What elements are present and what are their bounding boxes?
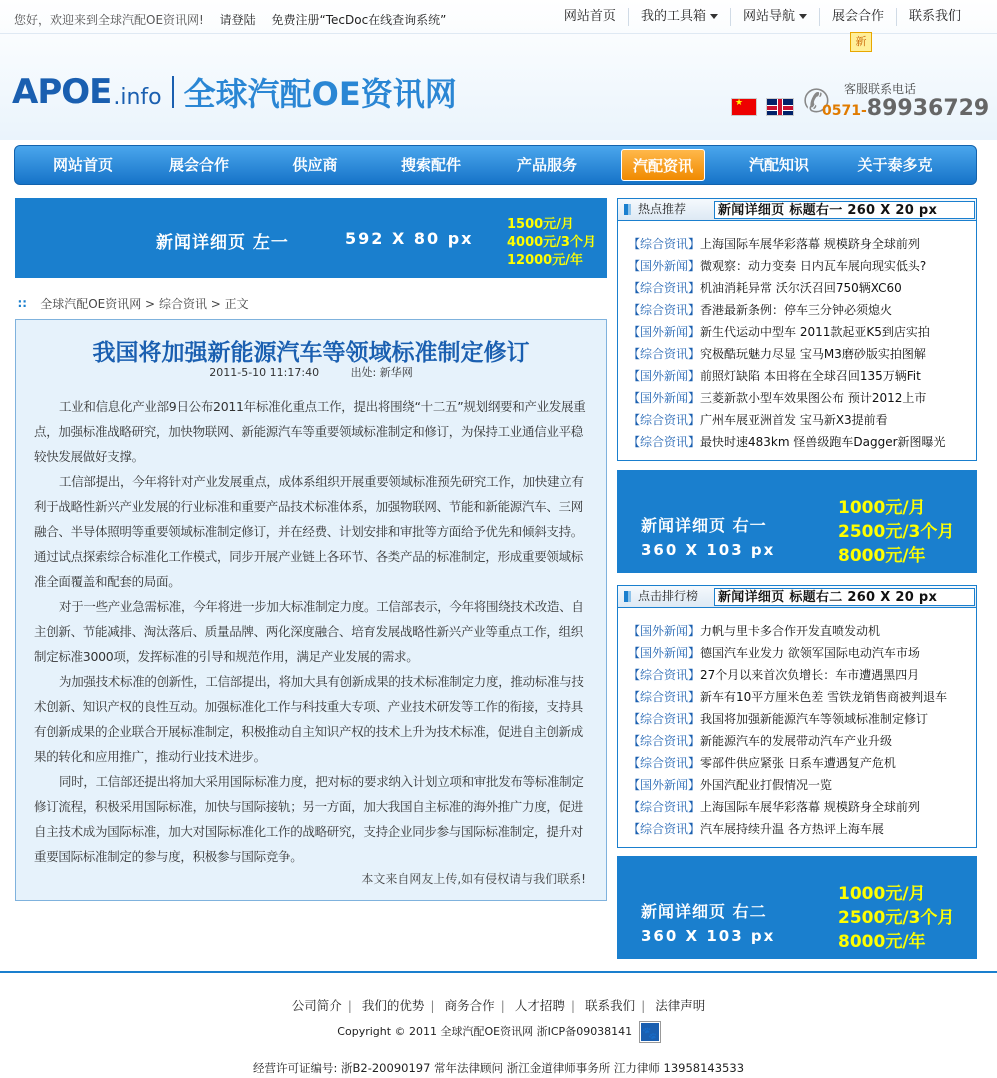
news-headline[interactable]: 广州车展亚洲首发 宝马新X3提前看: [700, 413, 888, 427]
article-paragraph: 同时，工信部还提出将加大采用国际标准力度，把对标的要求纳入计划立项和审批发布等标准制定修订流程，积极采用国际标准，加快与国际接轨；另一方面，加大我国自主标准的海外推广力度，促进自主技术成为国际标准，加大对国际标准化工作的战略研究，支持企业同步参与国际标准制定，提升对重要国际标准制定的参与度，积极参与国际竞争。: [34, 774, 584, 864]
ad-title: 新闻详细页 左一: [156, 233, 289, 253]
news-category: 【综合资讯】: [628, 435, 701, 449]
footer-link-legal[interactable]: 法律声明: [655, 998, 706, 1013]
hot-news-header: [618, 199, 976, 221]
news-list-item[interactable]: [628, 321, 968, 343]
rank-news-list: [628, 620, 968, 840]
news-list-item[interactable]: [628, 233, 968, 255]
news-category: 【综合资讯】: [628, 756, 701, 770]
breadcrumb-home[interactable]: 全球汽配OE资讯网: [40, 297, 142, 311]
news-category: 【国外新闻】: [628, 624, 701, 638]
topnav-sitemap[interactable]: 网站导航: [730, 8, 819, 26]
news-category: 【综合资讯】: [628, 712, 701, 726]
footer-link-about[interactable]: 公司简介: [291, 998, 342, 1013]
ad-size: 592 X 80 px: [345, 229, 474, 248]
logo-chinese-name: 全球汽配OE资讯网: [183, 75, 457, 113]
footer-divider: [0, 971, 997, 973]
footer-links: 公司简介 | 我们的优势 | 商务合作 | 人才招聘 | 联系我们 | 法律声明: [291, 998, 706, 1013]
news-list-item[interactable]: [628, 818, 968, 840]
topnav-contact[interactable]: 联系我们: [896, 8, 973, 26]
news-category: 【综合资讯】: [628, 668, 701, 682]
news-list-item[interactable]: [628, 409, 968, 431]
news-list-item[interactable]: [628, 752, 968, 774]
topnav-home[interactable]: 网站首页: [563, 9, 616, 24]
news-category: 【国外新闻】: [628, 369, 701, 383]
hot-news-box: [617, 198, 977, 461]
nav-search-parts[interactable]: 搜索配件: [400, 156, 461, 174]
news-list-item[interactable]: [628, 708, 968, 730]
footer-link-advantages[interactable]: 我们的优势: [361, 998, 425, 1013]
news-list-item[interactable]: [628, 299, 968, 321]
contact-label: 客服联系电话: [844, 82, 917, 96]
news-list-item[interactable]: [628, 664, 968, 686]
hot-news-title[interactable]: 新闻详细页 标题右一 260 X 20 px: [714, 201, 975, 219]
ad-banner-right-1[interactable]: [617, 470, 977, 573]
news-category: 【国外新闻】: [628, 325, 701, 339]
news-headline[interactable]: 上海国际车展华彩落幕 规模跻身全球前列: [700, 800, 920, 814]
nav-home[interactable]: 网站首页: [52, 156, 113, 174]
register-link[interactable]: 免费注册“TecDoc在线查询系统”: [271, 13, 447, 27]
nav-news-active[interactable]: 汽配资讯: [621, 149, 705, 181]
ad-title: 新闻详细页 右一: [641, 516, 767, 535]
news-list-item[interactable]: [628, 365, 968, 387]
news-headline[interactable]: 机油消耗异常 沃尔沃召回750辆XC60: [700, 281, 902, 295]
breadcrumb-sep: >: [210, 297, 221, 311]
article-body: [34, 394, 590, 869]
new-badge: 新: [850, 32, 872, 52]
main-nav: [14, 145, 977, 185]
news-headline[interactable]: 新生代运动中型车 2011款起亚K5到店实拍: [700, 325, 930, 339]
breadcrumb-current: 正文: [224, 297, 249, 311]
rank-news-title[interactable]: 新闻详细页 标题右二 260 X 20 px: [714, 588, 975, 606]
news-list-item[interactable]: [628, 277, 968, 299]
hot-news-list: [628, 233, 968, 453]
welcome-area: [14, 11, 458, 28]
news-headline[interactable]: 前照灯缺陷 本田将在全球召回135万辆Fit: [700, 369, 921, 383]
news-headline[interactable]: 德国汽车业发力 欲领军国际电动汽车市场: [700, 646, 920, 660]
news-headline[interactable]: 汽车展持续升温 各方热评上海车展: [700, 822, 884, 836]
login-link[interactable]: 请登陆: [219, 13, 256, 27]
news-category: 【综合资讯】: [628, 734, 701, 748]
topnav-expo[interactable]: 展会合作: [819, 8, 896, 26]
news-category: 【综合资讯】: [628, 690, 701, 704]
news-list-item[interactable]: [628, 796, 968, 818]
footer-link-contact[interactable]: 联系我们: [585, 998, 636, 1013]
contact-phone: 0571-89936729: [822, 96, 990, 121]
rank-news-box: [617, 585, 977, 848]
news-list-item[interactable]: [628, 642, 968, 664]
nav-products[interactable]: 产品服务: [516, 156, 577, 174]
nav-knowledge[interactable]: 汽配知识: [748, 156, 809, 174]
nav-suppliers[interactable]: 供应商: [292, 156, 338, 174]
breadcrumb-icon: ∷: [18, 297, 27, 311]
news-category: 【国外新闻】: [628, 778, 701, 792]
china-flag-icon[interactable]: [731, 98, 757, 116]
article-meta: [16, 364, 606, 380]
news-headline[interactable]: 我国将加强新能源汽车等领域标准制定修订: [700, 712, 929, 726]
top-nav: [552, 8, 973, 26]
logo-apoe: APOE: [12, 72, 112, 112]
news-category: 【国外新闻】: [628, 646, 701, 660]
breadcrumb: [18, 295, 249, 312]
phone-icon: ✆: [803, 82, 830, 120]
news-headline[interactable]: 27个月以来首次负增长：车市遭遇黑四月: [700, 668, 920, 682]
ad-banner-right-2[interactable]: [617, 856, 977, 959]
article-paragraph: 为加强技术标准的创新性，工信部提出，将加大具有创新成果的技术标准制定力度，推动标准与技术创新、知识产权的良性互动。加强标准化工作与科技重大专项、产业技术研发等工作的衔接，支持具有创新成果的企业联合开展标准制定，积极推动自主知识产权的技术上升为技术标准，促进自主创新成果的转化和应用推广，推动行业技术进步。: [34, 674, 584, 764]
news-list-item[interactable]: [628, 620, 968, 642]
news-headline[interactable]: 零部件供应紧张 日系车遭遇复产危机: [700, 756, 896, 770]
news-category: 【综合资讯】: [628, 822, 701, 836]
ad-prices: 1500元/月 4000元/3个月 12000元/年: [507, 217, 596, 268]
news-headline[interactable]: 最快时速483km 怪兽级跑车Dagger新图曝光: [700, 435, 946, 449]
news-headline[interactable]: 三菱新款小型车效果图公布 预计2012上市: [700, 391, 927, 405]
article-date: 2011-5-10 11:17:40: [209, 366, 320, 379]
site-logo[interactable]: [12, 70, 457, 114]
news-category: 【综合资讯】: [628, 800, 701, 814]
cnzz-stats-icon[interactable]: 🐾: [640, 1022, 660, 1042]
rank-news-tag: 点击排行榜: [618, 586, 714, 607]
chevron-down-icon: [710, 14, 718, 19]
uk-flag-icon[interactable]: [766, 98, 794, 116]
news-headline[interactable]: 力帆与里卡多合作开发直喷发动机: [700, 624, 881, 638]
news-headline[interactable]: 究极酷玩魅力尽显 宝马M3磨砂版实拍图解: [700, 347, 926, 361]
news-list-item[interactable]: [628, 387, 968, 409]
hot-news-tag: 热点推荐: [618, 199, 714, 220]
rank-news-header: [618, 586, 976, 608]
nav-expo[interactable]: 展会合作: [168, 156, 229, 174]
article-panel: [15, 319, 607, 901]
breadcrumb-sep: >: [145, 297, 156, 311]
news-list-item[interactable]: [628, 730, 968, 752]
topnav-toolbox[interactable]: 我的工具箱: [628, 8, 730, 26]
news-headline[interactable]: 新能源汽车的发展带动汽车产业升级: [700, 734, 893, 748]
nav-about[interactable]: 关于泰多克: [857, 156, 933, 174]
copyright-text: Copyright © 2011 全球汽配OE资讯网 浙ICP备09038141: [337, 1025, 633, 1038]
article-title: 我国将加强新能源汽车等领域标准制定修订: [92, 340, 530, 366]
news-category: 【综合资讯】: [628, 281, 701, 295]
news-category: 【综合资讯】: [628, 303, 701, 317]
news-headline[interactable]: 香港最新条例：停车三分钟必须熄火: [700, 303, 893, 317]
article-paragraph: 工信部提出，今年将针对产业发展重点，成体系组织开展重要领域标准预先研究工作，加快建立有利于战略性新兴产业发展的行业标准和重要产品技术标准体系，加强物联网、节能和新能源汽车、三网融合、半导体照明等重要领域标准制定修订，并在经费、计划安排和审批等方面给予优先和倾斜支持。通过试点探索综合标准化工作模式，同步开展产业链上各环节、各类产品的标准制定，形成重要领域标准全面覆盖和配套的局面。: [34, 474, 584, 589]
welcome-text: 您好，欢迎来到全球汽配OE资讯网!: [14, 13, 204, 27]
footer-link-jobs[interactable]: 人才招聘: [514, 998, 565, 1013]
ad-size: 360 X 103 px: [641, 541, 776, 559]
news-list-item[interactable]: [628, 255, 968, 277]
news-list-item[interactable]: [628, 686, 968, 708]
news-headline[interactable]: 微观察：动力变奏 日内瓦车展向现实低头?: [700, 259, 927, 273]
ad-banner-left[interactable]: [15, 198, 607, 278]
article-disclaimer: 本文来自网友上传,如有侵权请与我们联系!: [361, 872, 586, 886]
news-list-item[interactable]: [628, 343, 968, 365]
breadcrumb-category[interactable]: 综合资讯: [158, 297, 207, 311]
article-source: 出处: 新华网: [350, 366, 413, 379]
news-category: 【综合资讯】: [628, 237, 701, 251]
ad-title: 新闻详细页 右二: [641, 902, 767, 921]
footer-link-business[interactable]: 商务合作: [444, 998, 495, 1013]
ad-size: 360 X 103 px: [641, 927, 776, 945]
news-list-item[interactable]: [628, 431, 968, 453]
news-list-item[interactable]: [628, 774, 968, 796]
news-headline[interactable]: 外国汽配业打假情况一览: [700, 778, 833, 792]
license-info: 经营许可证编号: 浙B2-20090197 常年法律顾问 浙江金道律师事务所 江力律师 13958143533: [252, 1061, 745, 1075]
chevron-down-icon: [799, 14, 807, 19]
article-paragraph: 工业和信息化产业部9日公布2011年标准化重点工作，提出将围绕“十二五”规划纲要和产业发展重点，加强标准战略研究，加快物联网、新能源汽车等重要领域标准制定和修订，为保持工业通信业平稳较快发展做好支撑。: [34, 399, 586, 464]
news-category: 【国外新闻】: [628, 391, 701, 405]
ad-prices: 1000元/月 2500元/3个月 8000元/年: [838, 884, 955, 952]
news-headline[interactable]: 上海国际车展华彩落幕 规模跻身全球前列: [700, 237, 920, 251]
ad-prices: 1000元/月 2500元/3个月 8000元/年: [838, 498, 955, 566]
logo-info: .info: [113, 84, 162, 110]
news-category: 【国外新闻】: [628, 259, 701, 273]
logo-divider: [172, 76, 174, 108]
article-paragraph: 对于一些产业急需标准，今年将进一步加大标准制定力度。工信部表示，今年将围绕技术改造、自主创新、节能减排、淘汰落后、质量品牌、两化深度融合、培育发展战略性新兴产业等重点工作，组织制定标准3000项，发挥标准的引导和规范作用，满足产业发展的需求。: [34, 599, 584, 664]
news-category: 【综合资讯】: [628, 413, 701, 427]
news-headline[interactable]: 新车有10平方厘米色差 雪铁龙销售商被判退车: [700, 690, 948, 704]
news-category: 【综合资讯】: [628, 347, 701, 361]
copyright: [0, 1022, 997, 1042]
